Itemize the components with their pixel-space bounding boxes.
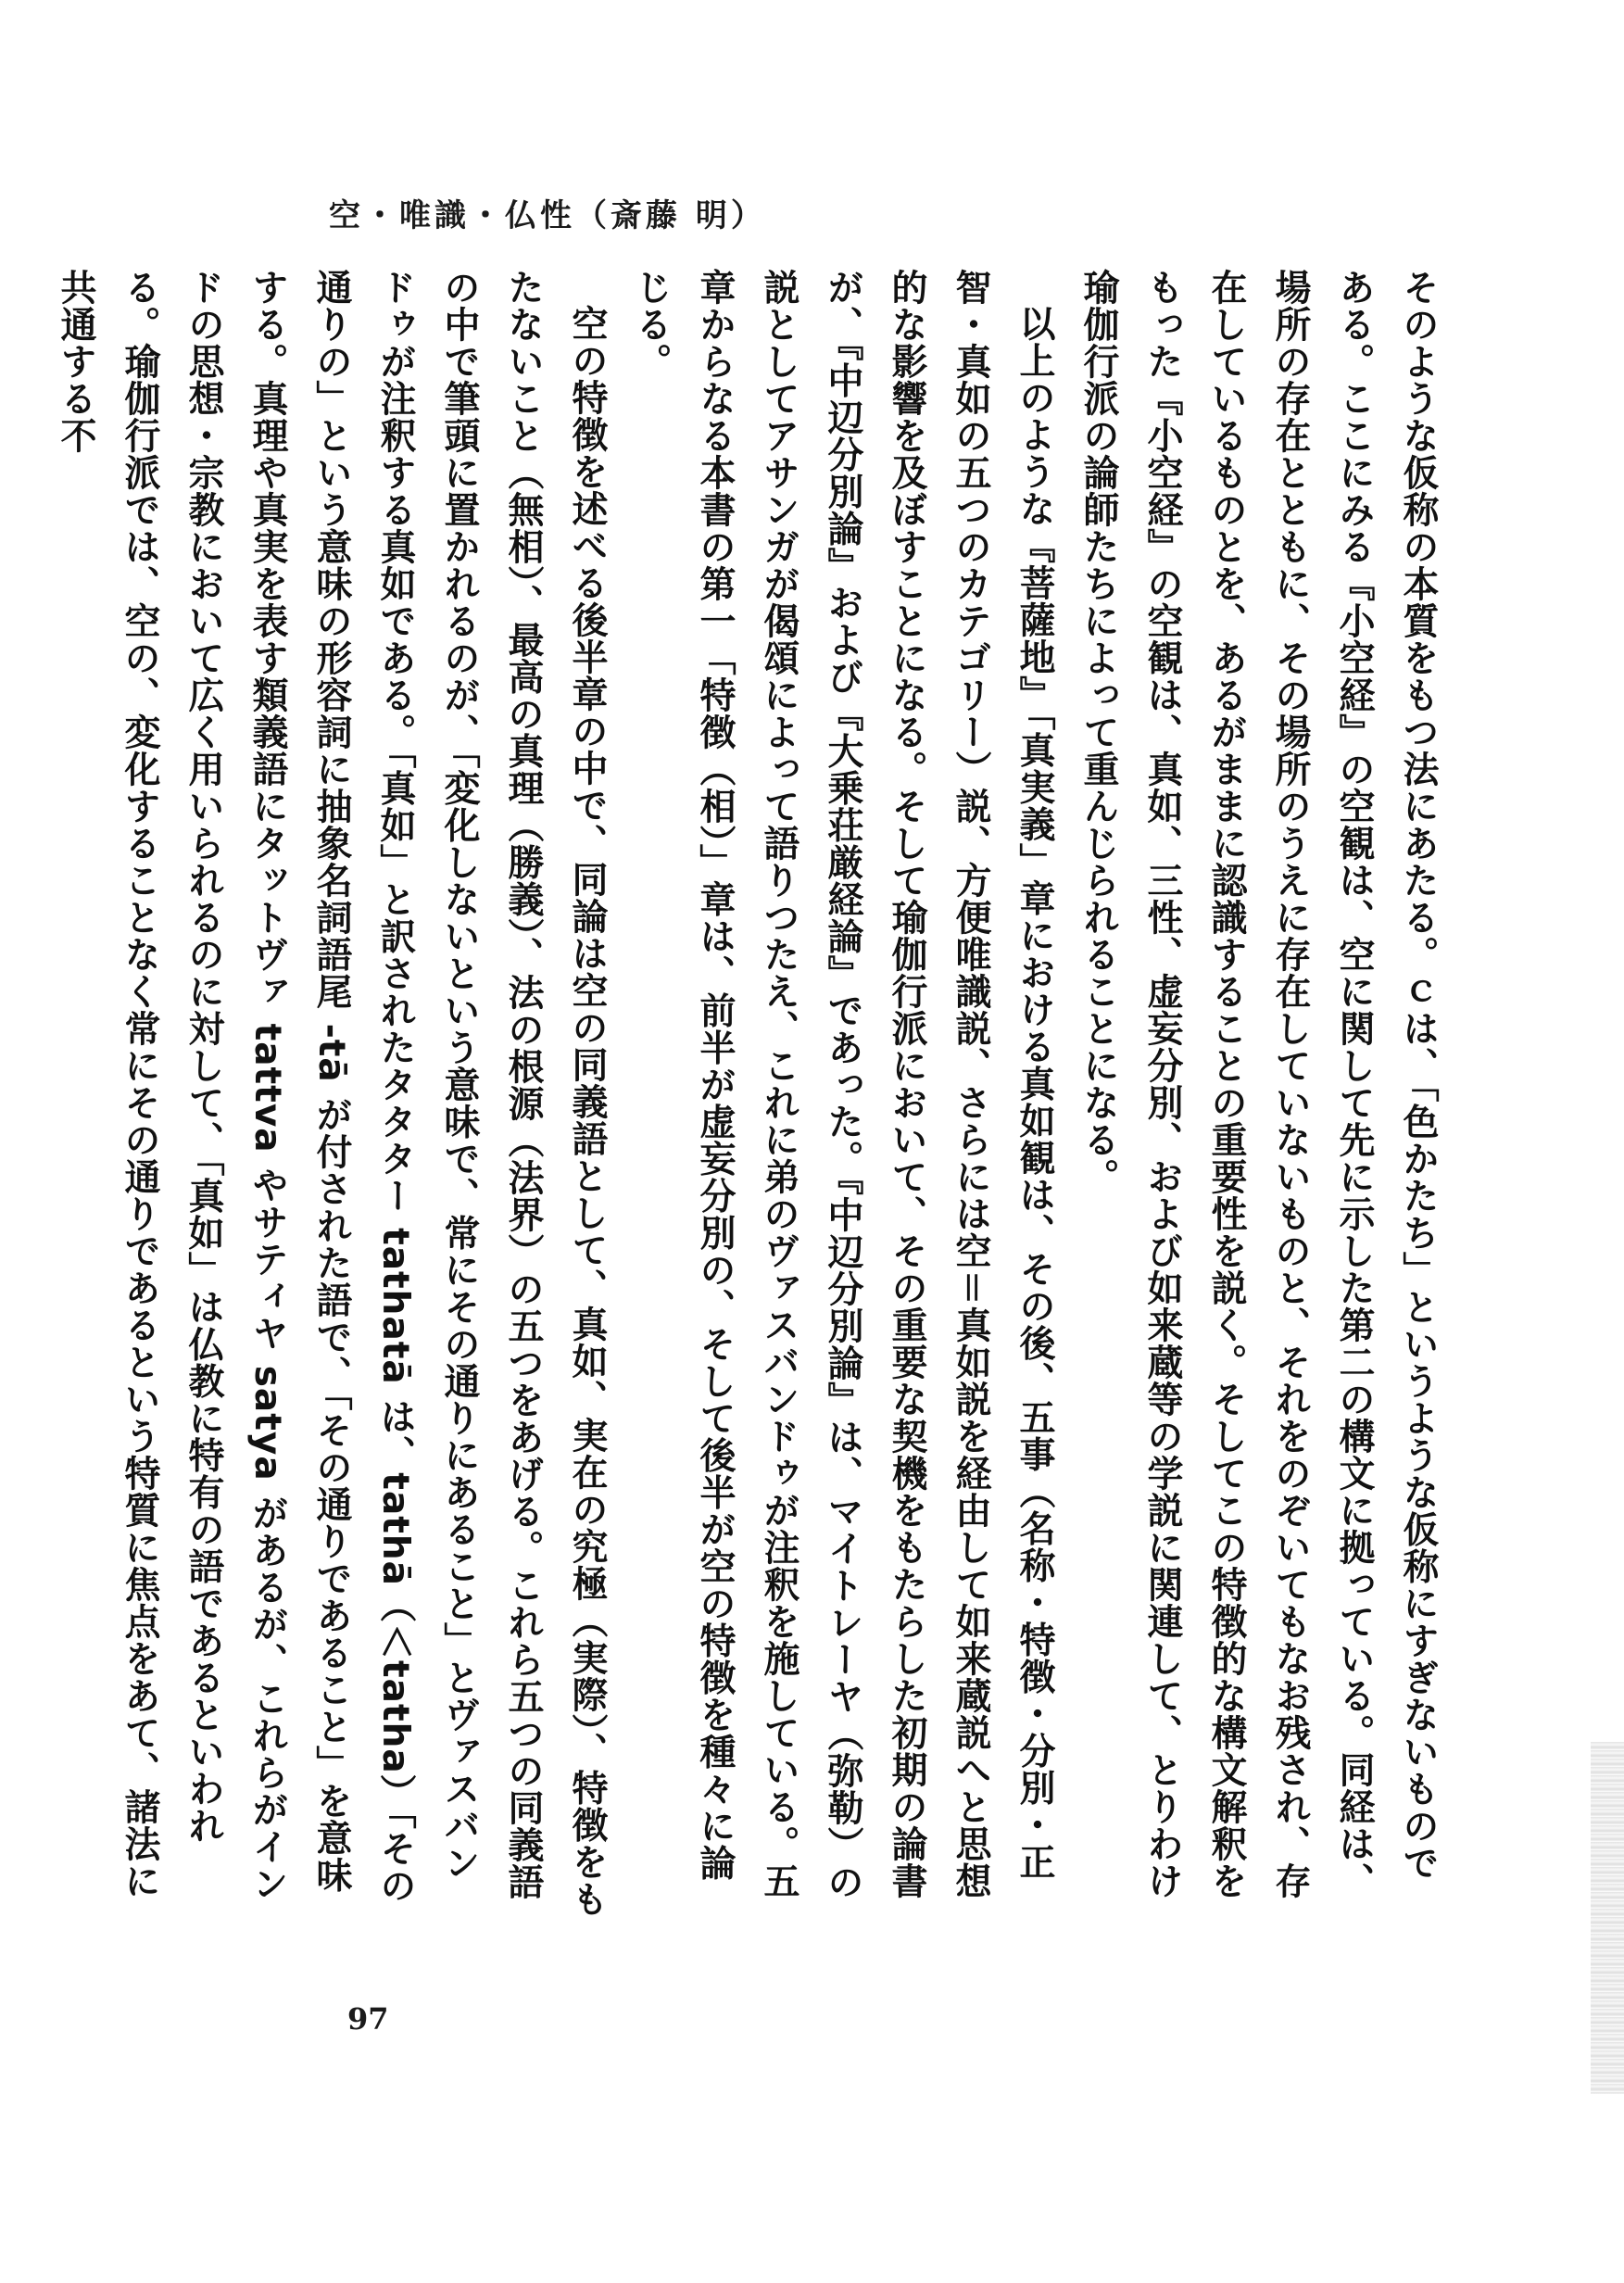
scan-edge-artifact bbox=[1591, 1742, 1624, 2094]
running-header-title: 空・唯識・仏性（斎藤 明） bbox=[329, 197, 766, 234]
body-text-columns bbox=[55, 269, 1450, 1918]
paragraph-1: そのような仮称の本質をもつ法にあたる。ｃは、「色かたち」というような仮称にすぎないものである。ここにみる『小空経』の空観は、空に関して先に示した第二の構文に拠っている。同経は、場所の存在とともに、その場所のうえに存在していないものと、それをのぞいてもなお残され、存在しているものとを、あるがままに認識することの重要性を説く。そしてこの特徴的な構文解釈をもった『小空経』の空観は、真如、三性、虚妄分別、および如来蔵等の学説に関連して、とりわけ瑜伽行派の論師たちによって重んじられることになる。 bbox=[1077, 269, 1439, 1899]
paragraph-3: 空の特徴を述べる後半章の中で、同論は空の同義語として、真如、実在の究極（実際）、特徴をもたないこと（無相）、最高の真理（勝義）、法の根源（法界）の五つをあげる。これら五つの同義語の中で筆頭に置かれるのが、「変化しないという意味で、常にその通りにあること」とヴァスバンドゥが注釈する真如である。「真如」と訳されたタタター tathatā は、tathā（＜tatha）「その通りの」という意味の形容詞に抽象名詞語尾 -tā が付された語で、「その通りであること」を意味する。真理や真実を表す類義語にタットヴァ tattva やサティヤ satya があるが、これらがインドの思想・宗教において広く用いられるのに対して、「真如」は仏教に特有の語であるといわれる。瑜伽行派では、空の、変化することなく常にその通りであるという特質に焦点をあて、諸法に共通する不 bbox=[55, 269, 608, 1918]
paragraph-2: 以上のような『菩薩地』「真実義」章における真如観は、その後、五事（名称・特徴・分別・正智・真如の五つのカテゴリー）説、方便唯識説、さらには空＝真如説を経由して如来蔵説へと思想的な影響を及ぼすことになる。そして瑜伽行派において、その重要な契機をもたらした初期の論書が、『中辺分別論』および『大乗荘厳経論』であった。『中辺分別論』は、マイトレーヤ（弥勒）の説としてアサンガが偈頌によって語りつたえ、これに弟のヴァスバンドゥが注釈を施している。五章からなる本書の第一「特徴（相）」章は、前半が虚妄分別の、そして後半が空の特徴を種々に論じる。 bbox=[630, 269, 1055, 1900]
page-number: 97 bbox=[347, 2001, 389, 2037]
